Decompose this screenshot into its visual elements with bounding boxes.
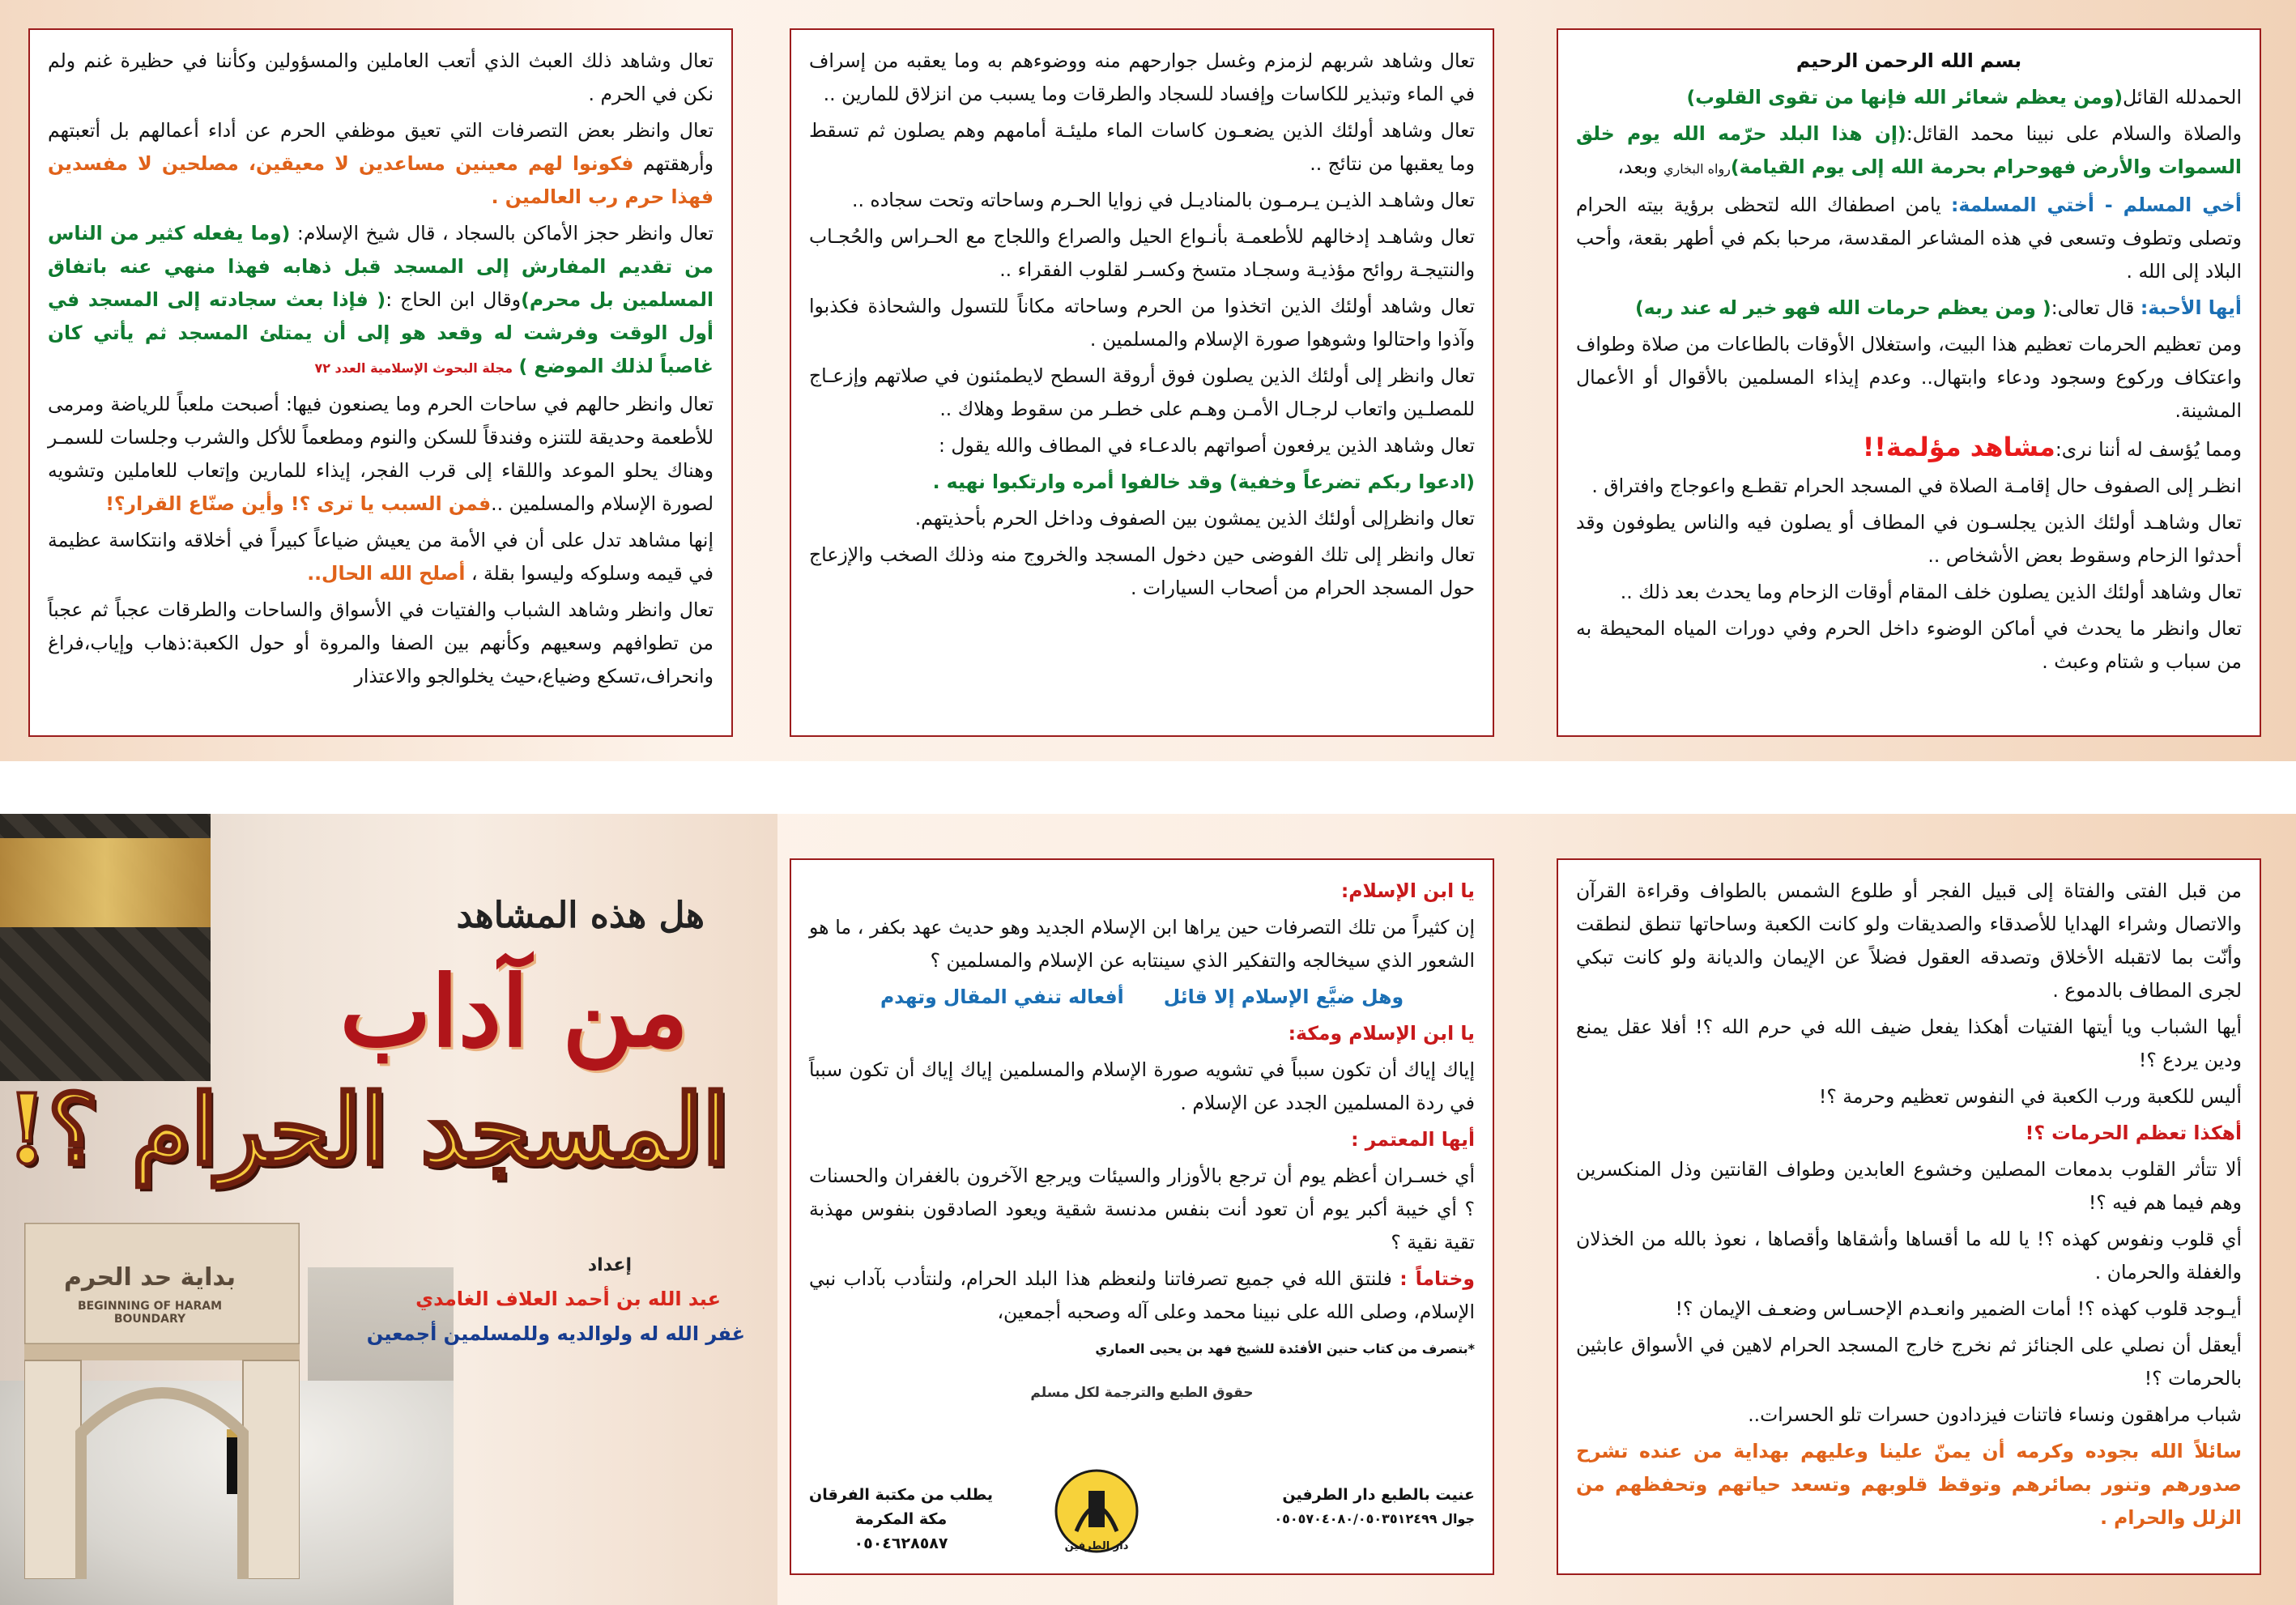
panel-closing <box>790 858 1494 1575</box>
exhort-line: أيـوجد قلوب كهذه ؟! أمات الضمير وانعـدم الإحسـاس وضعـف الإيمان ؟! <box>1675 1297 2242 1320</box>
intro-line-7: انظـر إلى الصفوف حال إقامـة الصلاة في المسجد الحرام تقطـع واعوجاج وافتراق . <box>1591 475 2242 497</box>
scene-verse: (ادعوا ربكم تضرعاً وخفية) وقد خالفوا أمره وارتكبوا نهيه . <box>932 470 1475 493</box>
intro-line-6: ومما يُؤسف له أننا نرى:مشاهد مؤلمة!! <box>1862 432 2242 462</box>
heading-ibn-islam: يا ابن الإسلام: <box>1340 879 1475 902</box>
source-note: *بتصرف من كتاب حنين الأفئدة للشيخ فهد بن يحيى العماري <box>1095 1341 1475 1356</box>
exhort-line: من قبل الفتى والفتاة إلى قبيل الفجر أو طلوع الشمس بالطواف وقراءة القرآن والاتصال وشراء الهدايا للأصدقاء والصديقات ولو كانت الكعبة وساحاتها تنطق لنطقت وأنّت بما لاتقبله الأخلاق وتصدقه العقول فضلاً عن الإيمان والديانة ولو كانت تبكي لجرى المطاف بالدموع . <box>1576 879 2242 1002</box>
scene-paragraph: تعال وشاهد ذلك العبث الذي أتعب العاملين والمسؤولين وكأننا في حظيرة غنم ولم نكن في الحرم . <box>48 49 714 105</box>
exhort-line: أي قلوب ونفوس كهذه ؟! يا لله ما أقساها وأشقاها وأقصاها ، نعوذ بالله من الخذلان والغفلة والحرمان . <box>1576 1228 2242 1284</box>
exhort-line: أيعقل أن نصلي على الجنائز ثم نخرج خارج المسجد الحرام لاهين في الأسواق عابثين بالحرمات ؟! <box>1576 1334 2242 1390</box>
scene-paragraph: تعال وانظرإلى أولئك الذين يمشون بين الصفوف وداخل الحرم بأحذيتهم. <box>914 507 1475 530</box>
scene-paragraph: تعال وشاهـد الذيـن يـرمـون بالمناديـل في زوايا الحـرم وساحاته وتحت سجاده .. <box>852 189 1475 211</box>
intro-line-9: تعال وشاهد أولئك الذين يصلون خلف المقام أوقات الزحام وما يحدث بعد ذلك .. <box>1620 581 2242 603</box>
gate-arabic-label: بداية حد الحرم <box>64 1263 236 1292</box>
intro-line-10: تعال وانظر ما يحدث في أماكن الوضوء داخل الحرم وفي دورات المياه المحيطة به من سباب و شتام وعبث . <box>1576 617 2242 673</box>
closing-text-2: إياك إياك أن تكون سبباً في تشويه صورة الإسلام والمسلمين إياك إياك أن تكون سبباً في ردة المسلمين الجدد عن الإسلام . <box>809 1058 1475 1114</box>
publisher-logo <box>1052 1467 1141 1556</box>
intro-line-4: أيها الأحبة: قال تعالى:( ومن يعظم حرمات الله فهو خير له عند ربه) <box>1634 296 2242 319</box>
panel-exhortation <box>1557 858 2261 1575</box>
scene-paragraph: تعال وانظر إلى تلك الفوضى حين دخول المسجد والخروج منه وذلك الصخب والإزعاج حول المسجد الحرام من أصحاب السيارات . <box>809 543 1475 599</box>
kaaba-gold-band <box>0 838 211 927</box>
scene-paragraph: تعال وانظر حجز الأماكن بالسجاد ، قال شيخ الإسلام: (وما يفعله كثير من الناس من تقديم المفارش إلى المسجد قبل ذهابه فهذا منهي عنه باتفاق المسلمين بل محرم)وقال ابن الحاج :( فإذا بعث سجادته إلى المسجد في أول الوقت وفرشت له وقعد هو إلى أن يمتلئ المسجد ثم يأتي كان غاصباً لذلك الموضع ) مجلة البحوث الإسلامية العدد ٧٢ <box>48 222 714 377</box>
poem-verse: وهل ضيَّع الإسلام إلا قائل أفعاله تنفي المقال وتهدم <box>880 986 1404 1008</box>
cover-prepared-by: إعداد <box>587 1255 632 1275</box>
order-info: يطلب من مكتبة الفرقان مكة المكرمة ٠٥٠٤٦٢٨٥٨٧ <box>809 1486 993 1552</box>
printer-info: عنيت بالطبع دار الطرفين جوال ٠٥٠٥٧٠٤٠٨٠/٠٥٠٣٥١٢٤٩٩ <box>1274 1486 1475 1526</box>
intro-line-8: تعال وشاهـد أولئك الذين يجلسـون في المطاف أو يصلون فيه والناس يطوفون وقد أحدثوا الزحام وسقوط بعض الأشخاص .. <box>1576 511 2242 567</box>
closing-text-1: إن كثيراً من تلك التصرفات حين يراها ابن الإسلام الجديد وهو حديث عهد بكفر ، ما هو الشعور الذي سيخالجه والتفكير الذي سينتابه عن الإسلام والمسلمين ؟ <box>809 916 1475 972</box>
panel-scenes-2 <box>28 28 733 737</box>
scene-paragraph: تعال وانظر بعض التصرفات التي تعيق موظفي الحرم عن أداء أعمالهم بل أتعبتهم وأرهقتهم فكونوا لهم معينين مساعدين لا معيقين، مصلحين لا مفسدين فهذا حرم رب العالمين . <box>48 119 714 208</box>
fold-gap <box>0 761 2296 814</box>
gate-english-label: BEGINNING OF HARAM BOUNDARY <box>77 1300 223 1326</box>
scene-paragraph: تعال وانظر إلى أولئك الذين يصلون فوق أروقة السطح لايطمئنون في صلاتهم وإزعـاج للمصلـين واتعاب لرجـال الأمـن وهـم على خطـر من سقوط وهلاك .. <box>809 364 1475 420</box>
intro-line-1: الحمدلله القائل(ومن يعظم شعائر الله فإنها من تقوى القلوب) <box>1686 86 2242 109</box>
scene-paragraph: تعال وانظر حالهم في ساحات الحرم وما يصنعون فيها: أصبحت ملعباً للرياضة ومرمى للأطعمة وحديقة للتنزه وفندقاً للسكن والنوم ومطعماً للأكل والشرب وجلسات للسمـر وهناك يحلو الموعد واللقاء إلى قرب الفجر، إيذاء للمارين وإتعاب للعاملين وتشويه لصورة الإسلام والمسلمين ..فمن السبب يا ترى ؟! وأين صنّاع القرار؟! <box>48 393 714 515</box>
scene-paragraph: تعال وانظر وشاهد الشباب والفتيات في الأسواق والساحات والطرقات عجباً ثم عجباً من تطوافهم وسعيهم وكأنهم بين الصفا والمروة أو حول الكعبة:ذهاب وإياب،فراغ وانحراف،تسكع وضياع،حيث يخلوالجو والاعتذار <box>48 598 714 688</box>
closing-text-3: أي خسـران أعظم يوم أن ترجع بالأوزار والسيئات ويرجع الآخرون بالغفران والحسنات ؟ أي خيبة أكبر يوم أن تعود أنت بنفس مدنسة شقية ويعود الصادقون بنفوس مهذبة تقية نقية ؟ <box>809 1164 1475 1254</box>
cover-question: هل هذه المشاهد <box>456 895 705 936</box>
exhort-line: أيها الشباب ويا أيتها الفتيات أهكذا يفعل ضيف الله في حرم الله ؟! أفلا عقل يمنع ودين يردع ؟! <box>1576 1015 2242 1071</box>
exhort-line: أهكذا تعظم الحرمات ؟! <box>2025 1122 2242 1144</box>
scene-paragraph: تعال وشاهد الذين يرفعون أصواتهم بالدعـاء في المطاف والله يقول : <box>938 434 1475 457</box>
intro-line-2: والصلاة والسلام على نبينا محمد القائل:(إن هذا البلد حرّمه الله يوم خلق السموات والأرض فهوحرام بحرمة الله إلى يوم القيامة)رواه البخاري وبعد، <box>1576 122 2242 178</box>
scene-paragraph: تعال وشاهد أولئك الذين اتخذوا من الحرم وساحاته مكاناً للتسول والشحاذة فكذبوا وآذوا واحتالوا وشوهوا صورة الإسلام والمسلمين . <box>809 295 1475 351</box>
intro-line-3: أخي المسلم - أختي المسلمة: يامن اصطفاك الله لتحظى برؤية بيته الحرام وتصلى وتطوف وتسعى في هذه المشاعر المقدسة، مرحبا بكم في أطهر بقعة، وأحب البلاد إلى الله . <box>1576 194 2242 283</box>
exhort-line: ألا تتأثر القلوب بدمعات المصلين وخشوع العابدين وطواف القانتين وذل المنكسرين وهم فيما هم فيه ؟! <box>1576 1158 2242 1214</box>
heading-ibn-islam-makkah: يا ابن الإسلام ومكة: <box>1288 1022 1475 1045</box>
cover-title-line-2: المسجد الحرام ؟! <box>6 1073 729 1186</box>
cover-author: عبد الله بن أحمد العلاف الغامدي <box>415 1288 721 1310</box>
closing-text-4: وختاماً : فلنتق الله في جميع تصرفاتنا ولنعظم هذا البلد الحرام، ولنتأدب بآداب نبي الإسلام، وصلى الله على نبينا محمد وعلى آله وصحبه أجمعين، <box>809 1267 1475 1323</box>
scene-paragraph: تعال وشاهد أولئك الذين يضعـون كاسات الماء مليئـة أمامهم وهم يصلون ثم تسقط وما يعقبها من نتائج .. <box>809 119 1475 175</box>
scene-paragraph: تعال وشاهد شربهم لزمزم وغسل جوارحهم منه ووضوءهم به وما يعقبه من إسراف في الماء وتبذير للكاسات وإفساد للسجاد والطرقات وما يسبب من انزلاق للمارين .. <box>809 49 1475 105</box>
logo-text: دار الطرفين <box>1064 1540 1129 1552</box>
heading-mutamir: أيها المعتمر : <box>1351 1128 1475 1151</box>
exhort-line: شباب مراهقون ونساء فاتنات فيزدادون حسرات تلو الحسرات.. <box>1748 1403 2242 1426</box>
scene-paragraph: تعال وشاهـد إدخالهم للأطعمـة بأنـواع الحيل والصراع واللجاج مع الحـراس والحُجـاب والنتيجـة روائح مؤذيـة وسجـاد متسخ وكسـر لقلوب الفقراء .. <box>809 225 1475 281</box>
scene-paragraph: إنها مشاهد تدل على أن في الأمة من يعيش ضياعاً كبيراً في أخلاقه وانتكاسة عظيمة في قيمه وسلوكه وليسوا بقلة ، أصلح الله الحال.. <box>48 529 714 585</box>
exhort-line: أليس للكعبة ورب الكعبة في النفوس تعظيم وحرمة ؟! <box>1818 1085 2242 1108</box>
cover-panel <box>0 814 777 1605</box>
publisher-row <box>809 1467 1475 1556</box>
panel-intro <box>1557 28 2261 737</box>
basmala: بسم الله الرحمن الرحيم <box>1795 49 2022 72</box>
cover-prayer: غفر الله له ولوالديه وللمسلمين أجمعين <box>366 1322 745 1345</box>
intro-line-5: ومن تعظيم الحرمات تعظيم هذا البيت، واستغلال الأوقات بالطاعات من صلاة وطواف واعتكاف وركوع وسجود ودعاء وابتهال.. وعدم إيذاء المسلمين بالأقوال أو الأعمال المشينة. <box>1576 333 2242 422</box>
exhort-line: سائلاً الله بجوده وكرمه أن يمنّ علينا وعليهم بهداية من عنده تشرح صدورهم وتنور بصائرهم وتوقظ قلوبهم وتسعد حياتهم وتحفظهم من الزلل والحرام . <box>1576 1440 2242 1529</box>
rights-note: حقوق الطبع والترجمة لكل مسلم <box>1030 1385 1254 1401</box>
panel-scenes-1 <box>790 28 1494 737</box>
cover-title-line-1: من آداب <box>339 955 688 1069</box>
